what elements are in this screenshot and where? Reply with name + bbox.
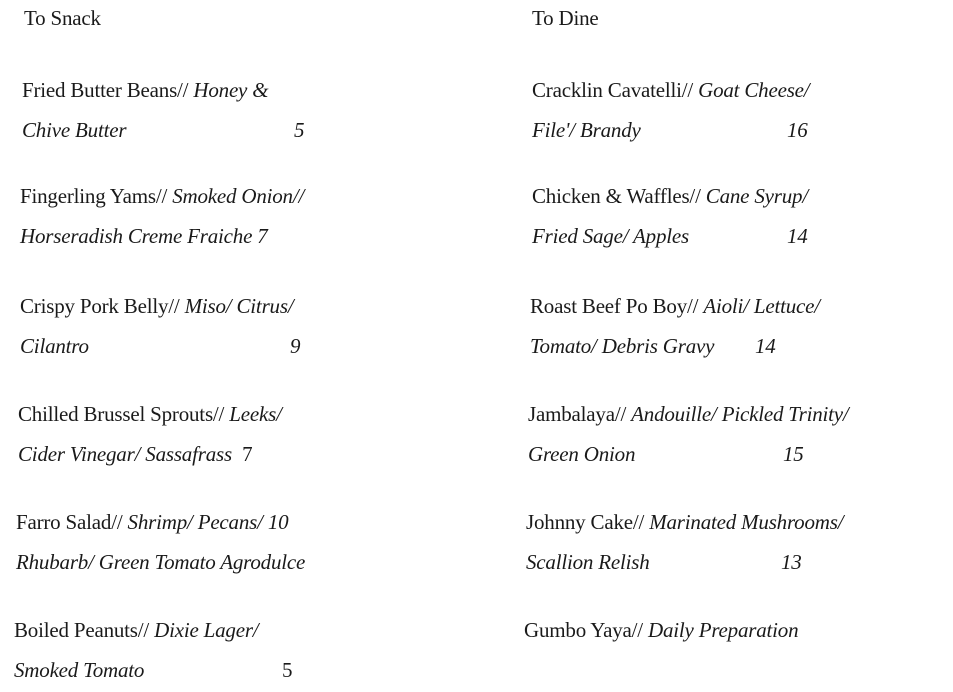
menu-item-fried-butter-beans [22, 80, 462, 142]
item-description: Cane Syrup/ [705, 184, 808, 208]
item-description: Leeks/ [229, 402, 282, 426]
item-description: Honey & [193, 78, 269, 102]
item-name: Chilled Brussel Sprouts// [18, 402, 225, 426]
item-description: Marinated Mushrooms/ [649, 510, 844, 534]
menu-item-gumbo-yaya [524, 620, 944, 650]
item-description: Smoked Onion// [172, 184, 305, 208]
snack-heading: To Snack [24, 6, 101, 30]
menu-item-chilled-brussel-sprouts [18, 404, 458, 466]
item-description-cont: Rhubarb/ Green Tomato Agrodulce [16, 550, 306, 574]
item-price: 14 [787, 224, 808, 248]
menu-item-jambalaya [528, 404, 943, 466]
item-description: Andouille/ Pickled Trinity/ [631, 402, 849, 426]
item-price: 16 [787, 118, 808, 142]
item-description-cont: Horseradish Creme Fraiche [20, 224, 253, 248]
item-name: Farro Salad// [16, 510, 123, 534]
item-price: 13 [781, 550, 802, 574]
menu-item-cracklin-cavatelli [532, 80, 942, 142]
menu-item-boiled-peanuts [14, 620, 454, 682]
item-price: 7 [257, 224, 268, 248]
item-price: 14 [755, 334, 776, 358]
item-name: Roast Beef Po Boy// [530, 294, 699, 318]
menu-item-farro-salad [16, 512, 456, 574]
menu-item-roast-beef-po-boy [530, 296, 940, 358]
item-name: Jambalaya// [528, 402, 627, 426]
item-description-cont: Smoked Tomato [14, 658, 145, 682]
item-description-cont: Scallion Relish [526, 550, 650, 574]
item-description-cont: Cider Vinegar/ Sassafrass [18, 442, 232, 466]
item-description-cont: Fried Sage/ Apples [532, 224, 689, 248]
item-description: Miso/ Citrus/ [184, 294, 294, 318]
item-description: Goat Cheese/ [698, 78, 810, 102]
item-price: 15 [783, 442, 804, 466]
item-description: Aioli/ Lettuce/ [703, 294, 820, 318]
item-description: Daily Preparation [648, 618, 799, 642]
item-price: 5 [294, 118, 305, 142]
item-name: Boiled Peanuts// [14, 618, 150, 642]
item-name: Chicken & Waffles// [532, 184, 701, 208]
item-price: 10 [267, 510, 289, 534]
item-description: Shrimp/ Pecans/ [127, 510, 263, 534]
item-description: Dixie Lager/ [154, 618, 259, 642]
item-name: Fingerling Yams// [20, 184, 168, 208]
item-description-cont: Green Onion [528, 442, 636, 466]
item-price: 5 [282, 658, 293, 682]
item-description-cont: Cilantro [20, 334, 89, 358]
menu-item-crispy-pork-belly [20, 296, 460, 358]
menu-item-chicken-and-waffles [532, 186, 942, 248]
item-name: Crispy Pork Belly// [20, 294, 180, 318]
item-name: Gumbo Yaya// [524, 618, 643, 642]
menu-item-fingerling-yams [20, 186, 460, 248]
item-price: 7 [242, 442, 253, 466]
item-price: 9 [290, 334, 301, 358]
item-description-cont: Tomato/ Debris Gravy [530, 334, 715, 358]
item-name: Cracklin Cavatelli// [532, 78, 694, 102]
item-name: Fried Butter Beans// [22, 78, 189, 102]
item-name: Johnny Cake// [526, 510, 645, 534]
item-description-cont: File'/ Brandy [532, 118, 641, 142]
dine-heading: To Dine [532, 6, 599, 30]
item-description-cont: Chive Butter [22, 118, 127, 142]
menu-item-johnny-cake [526, 512, 946, 574]
